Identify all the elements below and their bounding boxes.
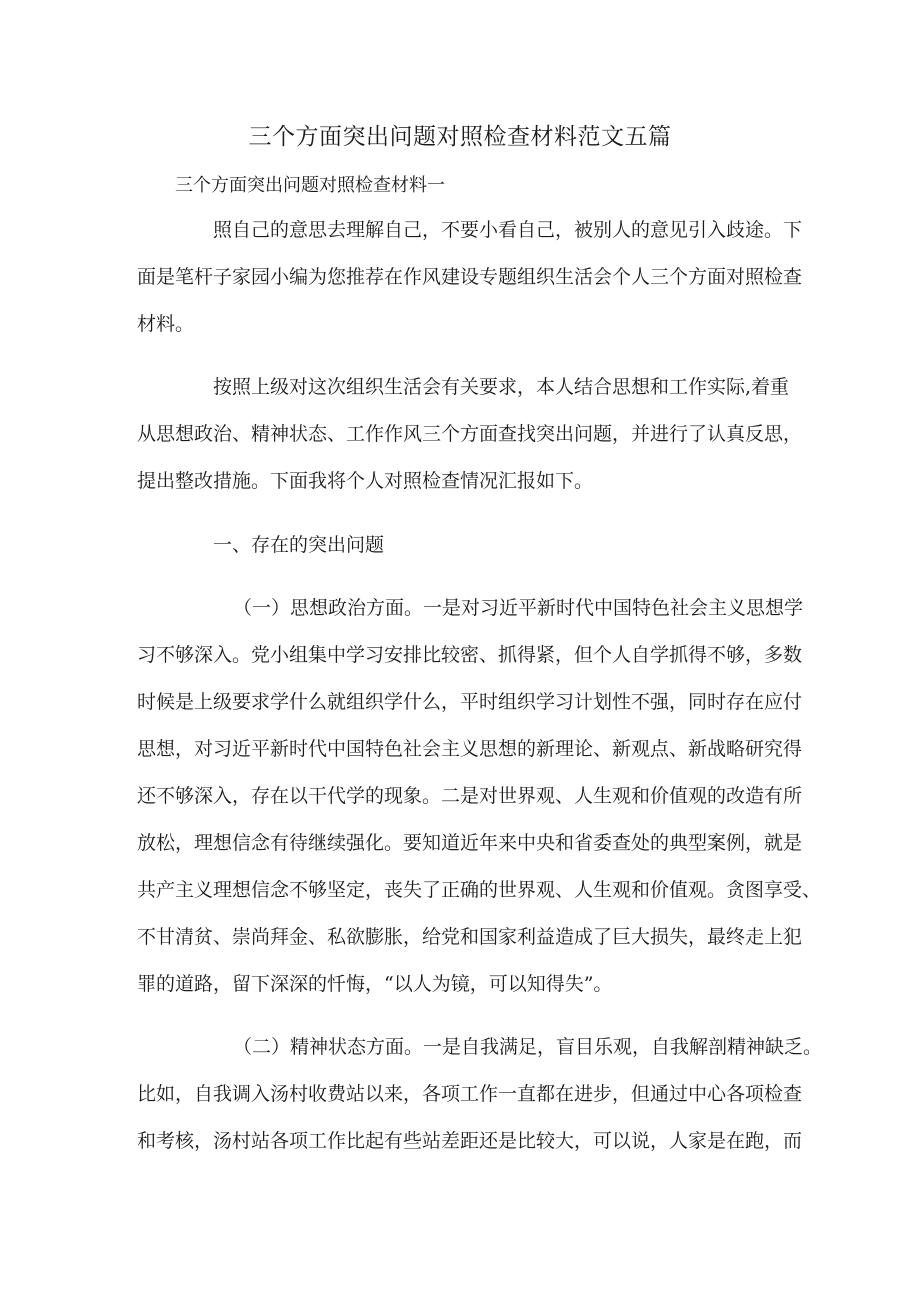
paragraph-line: 照自己的意思去理解自己，不要小看自己，被别人的意见引入歧途。下 [213,219,803,241]
paragraph-line: （二）精神状态方面。一是自我满足，盲目乐观，自我解剖精神缺乏。 [233,1036,823,1058]
paragraph-line: 和考核，汤村站各项工作比起有些站差距还是比较大，可以说，人家是在跑，而 [137,1130,803,1152]
paragraph-line: 共产主义理想信念不够坚定，丧失了正确的世界观、人生观和价值观。贪图享受、 [137,879,822,901]
paragraph-line: 面是笔杆子家园小编为您推荐在作风建设专题组织生活会个人三个方面对照检查 [137,266,803,288]
paragraph-line: 还不够深入，存在以干代学的现象。二是对世界观、人生观和价值观的改造有所 [137,785,803,807]
paragraph-line: 材料。 [137,313,195,335]
paragraph-line: （一）思想政治方面。一是对习近平新时代中国特色社会主义思想学 [233,597,804,619]
paragraph-line: 习不够深入。党小组集中学习安排比较密、抓得紧，但个人自学抓得不够，多数 [137,644,803,666]
paragraph-line: 按照上级对这次组织生活会有关要求，本人结合思想和工作实际,着重 [213,376,790,398]
paragraph-line: 比如，自我调入汤村收费站以来，各项工作一直都在进步，但通过中心各项检查 [137,1083,803,1105]
document-subtitle: 三个方面突出问题对照检查材料一 [175,175,445,196]
paragraph-line: 从思想政治、精神状态、工作作风三个方面查找突出问题，并进行了认真反思， [137,423,803,445]
paragraph-line: 不甘清贫、崇尚拜金、私欲膨胀，给党和国家利益造成了巨大损失，最终走上犯 [137,926,803,948]
paragraph-line: 罪的道路，留下深深的忏悔，“以人为镜，可以知得失”。 [137,973,613,995]
paragraph-line: 放松，理想信念有待继续强化。要知道近年来中央和省委查处的典型案例，就是 [137,832,803,854]
paragraph-line: 提出整改措施。下面我将个人对照检查情况汇报如下。 [137,470,594,492]
paragraph-line: 时候是上级要求学什么就组织学什么，平时组织学习计划性不强，同时存在应付 [137,691,803,713]
paragraph-line: 思想，对习近平新时代中国特色社会主义思想的新理论、新观点、新战略研究得 [137,738,803,760]
section-heading-text: 一、存在的突出问题 [213,534,385,556]
document-title: 三个方面突出问题对照检查材料范文五篇 [248,124,672,150]
